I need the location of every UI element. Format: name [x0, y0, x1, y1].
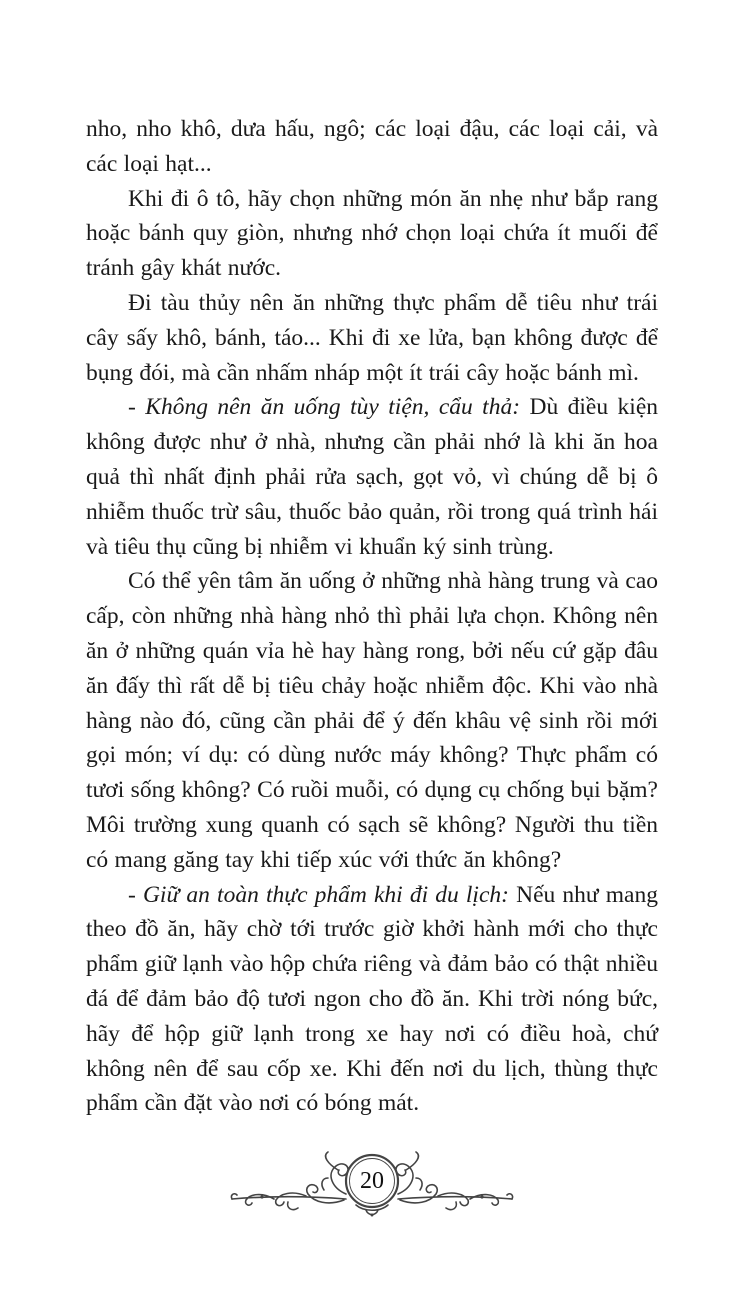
paragraph-2	[86, 182, 658, 286]
paragraph-4	[86, 390, 658, 564]
paragraph-1	[86, 112, 658, 182]
paragraph-text: Khi đi ô tô, hãy chọn những món ăn nhẹ như bắp rang hoặc bánh quy giòn, nhưng nhớ chọn loại chứa ít muối để tránh gây khát nước.	[86, 185, 658, 282]
body-text	[86, 112, 658, 1121]
paragraph-3	[86, 286, 658, 390]
page-number: 20	[360, 1168, 384, 1194]
paragraph-text: Đi tàu thủy nên ăn những thực phẩm dễ tiêu như trái cây sấy khô, bánh, táo... Khi đi xe lửa, bạn không được để bụng đói, mà cần nhấm nháp một ít trái cây hoặc bánh mì.	[86, 289, 658, 386]
paragraph-text: Có thể yên tâm ăn uống ở những nhà hàng trung và cao cấp, còn những nhà hàng nhỏ thì phải lựa chọn. Không nên ăn ở những quán vỉa hè hay hàng rong, bởi nếu cứ gặp đâu ăn đấy thì rất dễ bị tiêu chảy hoặc nhiễm độc. Khi vào nhà hàng nào đó, cũng cần phải để ý đến khâu vệ sinh rồi mới gọi món; ví dụ: có dùng nước máy không? Thực phẩm có tươi sống không? Có ruồi muỗi, có dụng cụ chống bụi bặm? Môi trường xung quanh có sạch sẽ không? Người thu tiền có mang găng tay khi tiếp xúc với thức ăn không?	[86, 568, 658, 873]
paragraph-5	[86, 564, 658, 877]
paragraph-lead-italic: - Giữ an toàn thực phẩm khi đi du lịch:	[128, 881, 509, 908]
paragraph-6	[86, 878, 658, 1122]
paragraph-text: nho, nho khô, dưa hấu, ngô; các loại đậu, các loại cải, và các loại hạt...	[86, 116, 658, 177]
paragraph-text: Dù điều kiện không được như ở nhà, nhưng cần phải nhớ là khi ăn hoa quả thì nhất định phải rửa sạch, gọt vỏ, vì chúng dễ bị ô nhiễm thuốc trừ sâu, thuốc bảo quản, rồi trong quá trình hái và tiêu thụ cũng bị nhiễm vi khuẩn ký sinh trùng.	[86, 394, 658, 560]
paragraph-text: Nếu như mang theo đồ ăn, hãy chờ tới trước giờ khởi hành mới cho thực phẩm giữ lạnh vào hộp chứa riêng và đảm bảo có thật nhiều đá để đảm bảo độ tươi ngon cho đồ ăn. Khi trời nóng bức, hãy để hộp giữ lạnh trong xe hay nơi có điều hoà, chứ không nên để sau cốp xe. Khi đến nơi du lịch, thùng thực phẩm cần đặt vào nơi có bóng mát.	[86, 881, 658, 1117]
paragraph-lead-italic: - Không nên ăn uống tùy tiện, cẩu thả:	[128, 394, 521, 421]
